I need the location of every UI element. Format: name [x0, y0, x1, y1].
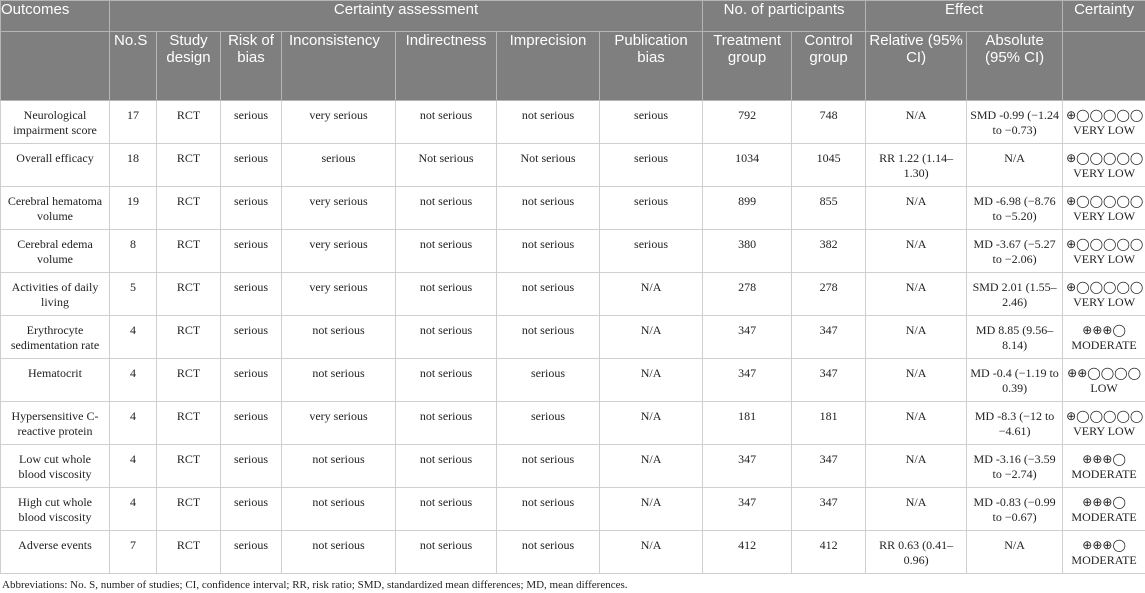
header-imprecision: Imprecision — [497, 32, 600, 101]
table-footnote: Abbreviations: No. S, number of studies; CI, confidence interval; RR, risk ratio; SMD, standardized mean differences; MD, mean differences. — [2, 579, 628, 591]
absolute-effect-cell: MD -0.83 (−0.99 to −0.67) — [967, 488, 1063, 531]
header-indirectness: Indirectness — [396, 32, 497, 101]
study-design-cell: RCT — [157, 144, 221, 187]
certainty-rating-label: MODERATE — [1071, 467, 1137, 481]
relative-effect-cell: N/A — [866, 230, 967, 273]
publication-bias-cell: N/A — [600, 445, 703, 488]
certainty-rating-symbols: ⊕◯◯◯◯◯ — [1066, 194, 1144, 208]
certainty-rating-symbols: ⊕◯◯◯◯◯ — [1066, 151, 1144, 165]
absolute-effect-cell: N/A — [967, 144, 1063, 187]
no-s-cell: 4 — [110, 402, 157, 445]
publication-bias-cell: N/A — [600, 531, 703, 574]
risk-of-bias-cell: serious — [221, 273, 282, 316]
risk-of-bias-cell: serious — [221, 402, 282, 445]
certainty-rating-label: VERY LOW — [1073, 295, 1136, 309]
control-group-cell: 347 — [792, 316, 866, 359]
relative-effect-cell: N/A — [866, 101, 967, 144]
control-group-cell: 181 — [792, 402, 866, 445]
no-s-cell: 4 — [110, 488, 157, 531]
header-outcomes: Outcomes — [1, 1, 110, 32]
imprecision-cell: not serious — [497, 445, 600, 488]
imprecision-cell: not serious — [497, 187, 600, 230]
inconsistency-cell: not serious — [282, 445, 396, 488]
header-study-design: Study design — [157, 32, 221, 101]
relative-effect-cell: N/A — [866, 316, 967, 359]
header-absolute: Absolute (95% CI) — [967, 32, 1063, 101]
control-group-cell: 382 — [792, 230, 866, 273]
certainty-rating-symbols: ⊕◯◯◯◯◯ — [1066, 108, 1144, 122]
certainty-rating-label: MODERATE — [1071, 338, 1137, 352]
control-group-cell: 412 — [792, 531, 866, 574]
certainty-cell — [1063, 230, 1145, 273]
certainty-rating-symbols: ⊕◯◯◯◯◯ — [1066, 237, 1144, 251]
certainty-rating-label: VERY LOW — [1073, 166, 1136, 180]
header-risk-of-bias: Risk of bias — [221, 32, 282, 101]
inconsistency-cell: very serious — [282, 101, 396, 144]
inconsistency-cell: very serious — [282, 273, 396, 316]
table-row — [1, 445, 1145, 488]
relative-effect-cell: RR 1.22 (1.14–1.30) — [866, 144, 967, 187]
risk-of-bias-cell: serious — [221, 316, 282, 359]
certainty-cell — [1063, 402, 1145, 445]
absolute-effect-cell: MD -8.3 (−12 to −4.61) — [967, 402, 1063, 445]
certainty-cell — [1063, 488, 1145, 531]
table-row — [1, 230, 1145, 273]
table-row — [1, 144, 1145, 187]
control-group-cell: 347 — [792, 359, 866, 402]
certainty-cell — [1063, 101, 1145, 144]
outcome-cell: Cerebral edema volume — [1, 230, 110, 273]
table-body — [1, 101, 1145, 574]
relative-effect-cell: N/A — [866, 402, 967, 445]
certainty-cell — [1063, 359, 1145, 402]
study-design-cell: RCT — [157, 359, 221, 402]
certainty-cell — [1063, 445, 1145, 488]
no-s-cell: 4 — [110, 359, 157, 402]
certainty-rating-symbols: ⊕⊕⊕◯ — [1082, 538, 1126, 552]
absolute-effect-cell: MD -6.98 (−8.76 to −5.20) — [967, 187, 1063, 230]
inconsistency-cell: serious — [282, 144, 396, 187]
certainty-rating-symbols: ⊕⊕◯◯◯◯ — [1067, 366, 1141, 380]
header-no-s: No.S — [110, 32, 157, 101]
control-group-cell: 1045 — [792, 144, 866, 187]
control-group-cell: 748 — [792, 101, 866, 144]
study-design-cell: RCT — [157, 273, 221, 316]
risk-of-bias-cell: serious — [221, 445, 282, 488]
certainty-rating-label: VERY LOW — [1073, 209, 1136, 223]
study-design-cell: RCT — [157, 531, 221, 574]
no-s-cell: 5 — [110, 273, 157, 316]
outcome-cell: Adverse events — [1, 531, 110, 574]
absolute-effect-cell: MD -0.4 (−1.19 to 0.39) — [967, 359, 1063, 402]
certainty-cell — [1063, 144, 1145, 187]
indirectness-cell: not serious — [396, 488, 497, 531]
study-design-cell: RCT — [157, 187, 221, 230]
risk-of-bias-cell: serious — [221, 359, 282, 402]
indirectness-cell: not serious — [396, 101, 497, 144]
indirectness-cell: not serious — [396, 531, 497, 574]
imprecision-cell: Not serious — [497, 144, 600, 187]
imprecision-cell: not serious — [497, 230, 600, 273]
certainty-rating-symbols: ⊕⊕⊕◯ — [1082, 495, 1126, 509]
absolute-effect-cell: MD -3.16 (−3.59 to −2.74) — [967, 445, 1063, 488]
outcome-cell: High cut whole blood viscosity — [1, 488, 110, 531]
certainty-cell — [1063, 316, 1145, 359]
treatment-group-cell: 347 — [703, 488, 792, 531]
inconsistency-cell: very serious — [282, 230, 396, 273]
risk-of-bias-cell: serious — [221, 144, 282, 187]
table-row — [1, 531, 1145, 574]
relative-effect-cell: N/A — [866, 273, 967, 316]
study-design-cell: RCT — [157, 445, 221, 488]
indirectness-cell: Not serious — [396, 144, 497, 187]
treatment-group-cell: 412 — [703, 531, 792, 574]
inconsistency-cell: very serious — [282, 187, 396, 230]
study-design-cell: RCT — [157, 230, 221, 273]
absolute-effect-cell: SMD 2.01 (1.55–2.46) — [967, 273, 1063, 316]
relative-effect-cell: N/A — [866, 445, 967, 488]
inconsistency-cell: not serious — [282, 359, 396, 402]
publication-bias-cell: N/A — [600, 359, 703, 402]
table-row — [1, 402, 1145, 445]
indirectness-cell: not serious — [396, 445, 497, 488]
header-publication-bias: Publication bias — [600, 32, 703, 101]
no-s-cell: 8 — [110, 230, 157, 273]
no-s-cell: 17 — [110, 101, 157, 144]
certainty-rating-symbols: ⊕◯◯◯◯◯ — [1066, 409, 1144, 423]
treatment-group-cell: 899 — [703, 187, 792, 230]
study-design-cell: RCT — [157, 101, 221, 144]
outcome-cell: Hypersensitive C-reactive protein — [1, 402, 110, 445]
publication-bias-cell: N/A — [600, 488, 703, 531]
certainty-cell — [1063, 531, 1145, 574]
publication-bias-cell: N/A — [600, 316, 703, 359]
table-row — [1, 488, 1145, 531]
control-group-cell: 855 — [792, 187, 866, 230]
indirectness-cell: not serious — [396, 359, 497, 402]
imprecision-cell: not serious — [497, 531, 600, 574]
no-s-cell: 4 — [110, 316, 157, 359]
study-design-cell: RCT — [157, 402, 221, 445]
inconsistency-cell: not serious — [282, 488, 396, 531]
inconsistency-cell: not serious — [282, 531, 396, 574]
no-s-cell: 4 — [110, 445, 157, 488]
table-row — [1, 101, 1145, 144]
header-relative: Relative (95% CI) — [866, 32, 967, 101]
indirectness-cell: not serious — [396, 273, 497, 316]
treatment-group-cell: 278 — [703, 273, 792, 316]
certainty-rating-label: VERY LOW — [1073, 123, 1136, 137]
outcome-cell: Erythrocyte sedimentation rate — [1, 316, 110, 359]
table-row — [1, 187, 1145, 230]
no-s-cell: 7 — [110, 531, 157, 574]
absolute-effect-cell: SMD -0.99 (−1.24 to −0.73) — [967, 101, 1063, 144]
imprecision-cell: not serious — [497, 316, 600, 359]
outcome-cell: Cerebral hematoma volume — [1, 187, 110, 230]
control-group-cell: 347 — [792, 488, 866, 531]
certainty-rating-label: LOW — [1090, 381, 1118, 395]
indirectness-cell: not serious — [396, 230, 497, 273]
table-row — [1, 316, 1145, 359]
certainty-rating-symbols: ⊕⊕⊕◯ — [1082, 452, 1126, 466]
publication-bias-cell: N/A — [600, 402, 703, 445]
imprecision-cell: not serious — [497, 273, 600, 316]
header-effect: Effect — [866, 1, 1063, 32]
imprecision-cell: serious — [497, 402, 600, 445]
indirectness-cell: not serious — [396, 316, 497, 359]
header-no-participants: No. of participants — [703, 1, 866, 32]
publication-bias-cell: serious — [600, 101, 703, 144]
control-group-cell: 347 — [792, 445, 866, 488]
treatment-group-cell: 181 — [703, 402, 792, 445]
header-treatment-group: Treatment group — [703, 32, 792, 101]
relative-effect-cell: N/A — [866, 359, 967, 402]
study-design-cell: RCT — [157, 488, 221, 531]
header-outcomes-spacer — [1, 32, 110, 101]
header-certainty-assessment: Certainty assessment — [110, 1, 703, 32]
certainty-cell — [1063, 273, 1145, 316]
treatment-group-cell: 792 — [703, 101, 792, 144]
inconsistency-cell: very serious — [282, 402, 396, 445]
table-row — [1, 273, 1145, 316]
risk-of-bias-cell: serious — [221, 101, 282, 144]
publication-bias-cell: serious — [600, 230, 703, 273]
imprecision-cell: not serious — [497, 101, 600, 144]
outcome-cell: Hematocrit — [1, 359, 110, 402]
indirectness-cell: not serious — [396, 402, 497, 445]
treatment-group-cell: 1034 — [703, 144, 792, 187]
relative-effect-cell: N/A — [866, 488, 967, 531]
risk-of-bias-cell: serious — [221, 488, 282, 531]
treatment-group-cell: 347 — [703, 359, 792, 402]
publication-bias-cell: serious — [600, 187, 703, 230]
certainty-rating-label: MODERATE — [1071, 553, 1137, 567]
certainty-rating-label: VERY LOW — [1073, 424, 1136, 438]
treatment-group-cell: 347 — [703, 445, 792, 488]
certainty-cell — [1063, 187, 1145, 230]
control-group-cell: 278 — [792, 273, 866, 316]
treatment-group-cell: 347 — [703, 316, 792, 359]
relative-effect-cell: RR 0.63 (0.41–0.96) — [866, 531, 967, 574]
risk-of-bias-cell: serious — [221, 230, 282, 273]
inconsistency-cell: not serious — [282, 316, 396, 359]
publication-bias-cell: N/A — [600, 273, 703, 316]
outcome-cell: Low cut whole blood viscosity — [1, 445, 110, 488]
outcome-cell: Neurological impairment score — [1, 101, 110, 144]
study-design-cell: RCT — [157, 316, 221, 359]
absolute-effect-cell: MD -3.67 (−5.27 to −2.06) — [967, 230, 1063, 273]
indirectness-cell: not serious — [396, 187, 497, 230]
table-row — [1, 359, 1145, 402]
certainty-rating-label: VERY LOW — [1073, 252, 1136, 266]
relative-effect-cell: N/A — [866, 187, 967, 230]
no-s-cell: 18 — [110, 144, 157, 187]
absolute-effect-cell: MD 8.85 (9.56–8.14) — [967, 316, 1063, 359]
header-control-group: Control group — [792, 32, 866, 101]
imprecision-cell: not serious — [497, 488, 600, 531]
no-s-cell: 19 — [110, 187, 157, 230]
risk-of-bias-cell: serious — [221, 531, 282, 574]
outcome-cell: Overall efficacy — [1, 144, 110, 187]
risk-of-bias-cell: serious — [221, 187, 282, 230]
absolute-effect-cell: N/A — [967, 531, 1063, 574]
header-certainty-spacer — [1063, 32, 1145, 101]
certainty-rating-label: MODERATE — [1071, 510, 1137, 524]
certainty-rating-symbols: ⊕⊕⊕◯ — [1082, 323, 1126, 337]
header-inconsistency: Inconsistency — [282, 32, 396, 101]
outcome-cell: Activities of daily living — [1, 273, 110, 316]
certainty-rating-symbols: ⊕◯◯◯◯◯ — [1066, 280, 1144, 294]
publication-bias-cell: serious — [600, 144, 703, 187]
treatment-group-cell: 380 — [703, 230, 792, 273]
imprecision-cell: serious — [497, 359, 600, 402]
header-certainty: Certainty — [1063, 1, 1145, 32]
